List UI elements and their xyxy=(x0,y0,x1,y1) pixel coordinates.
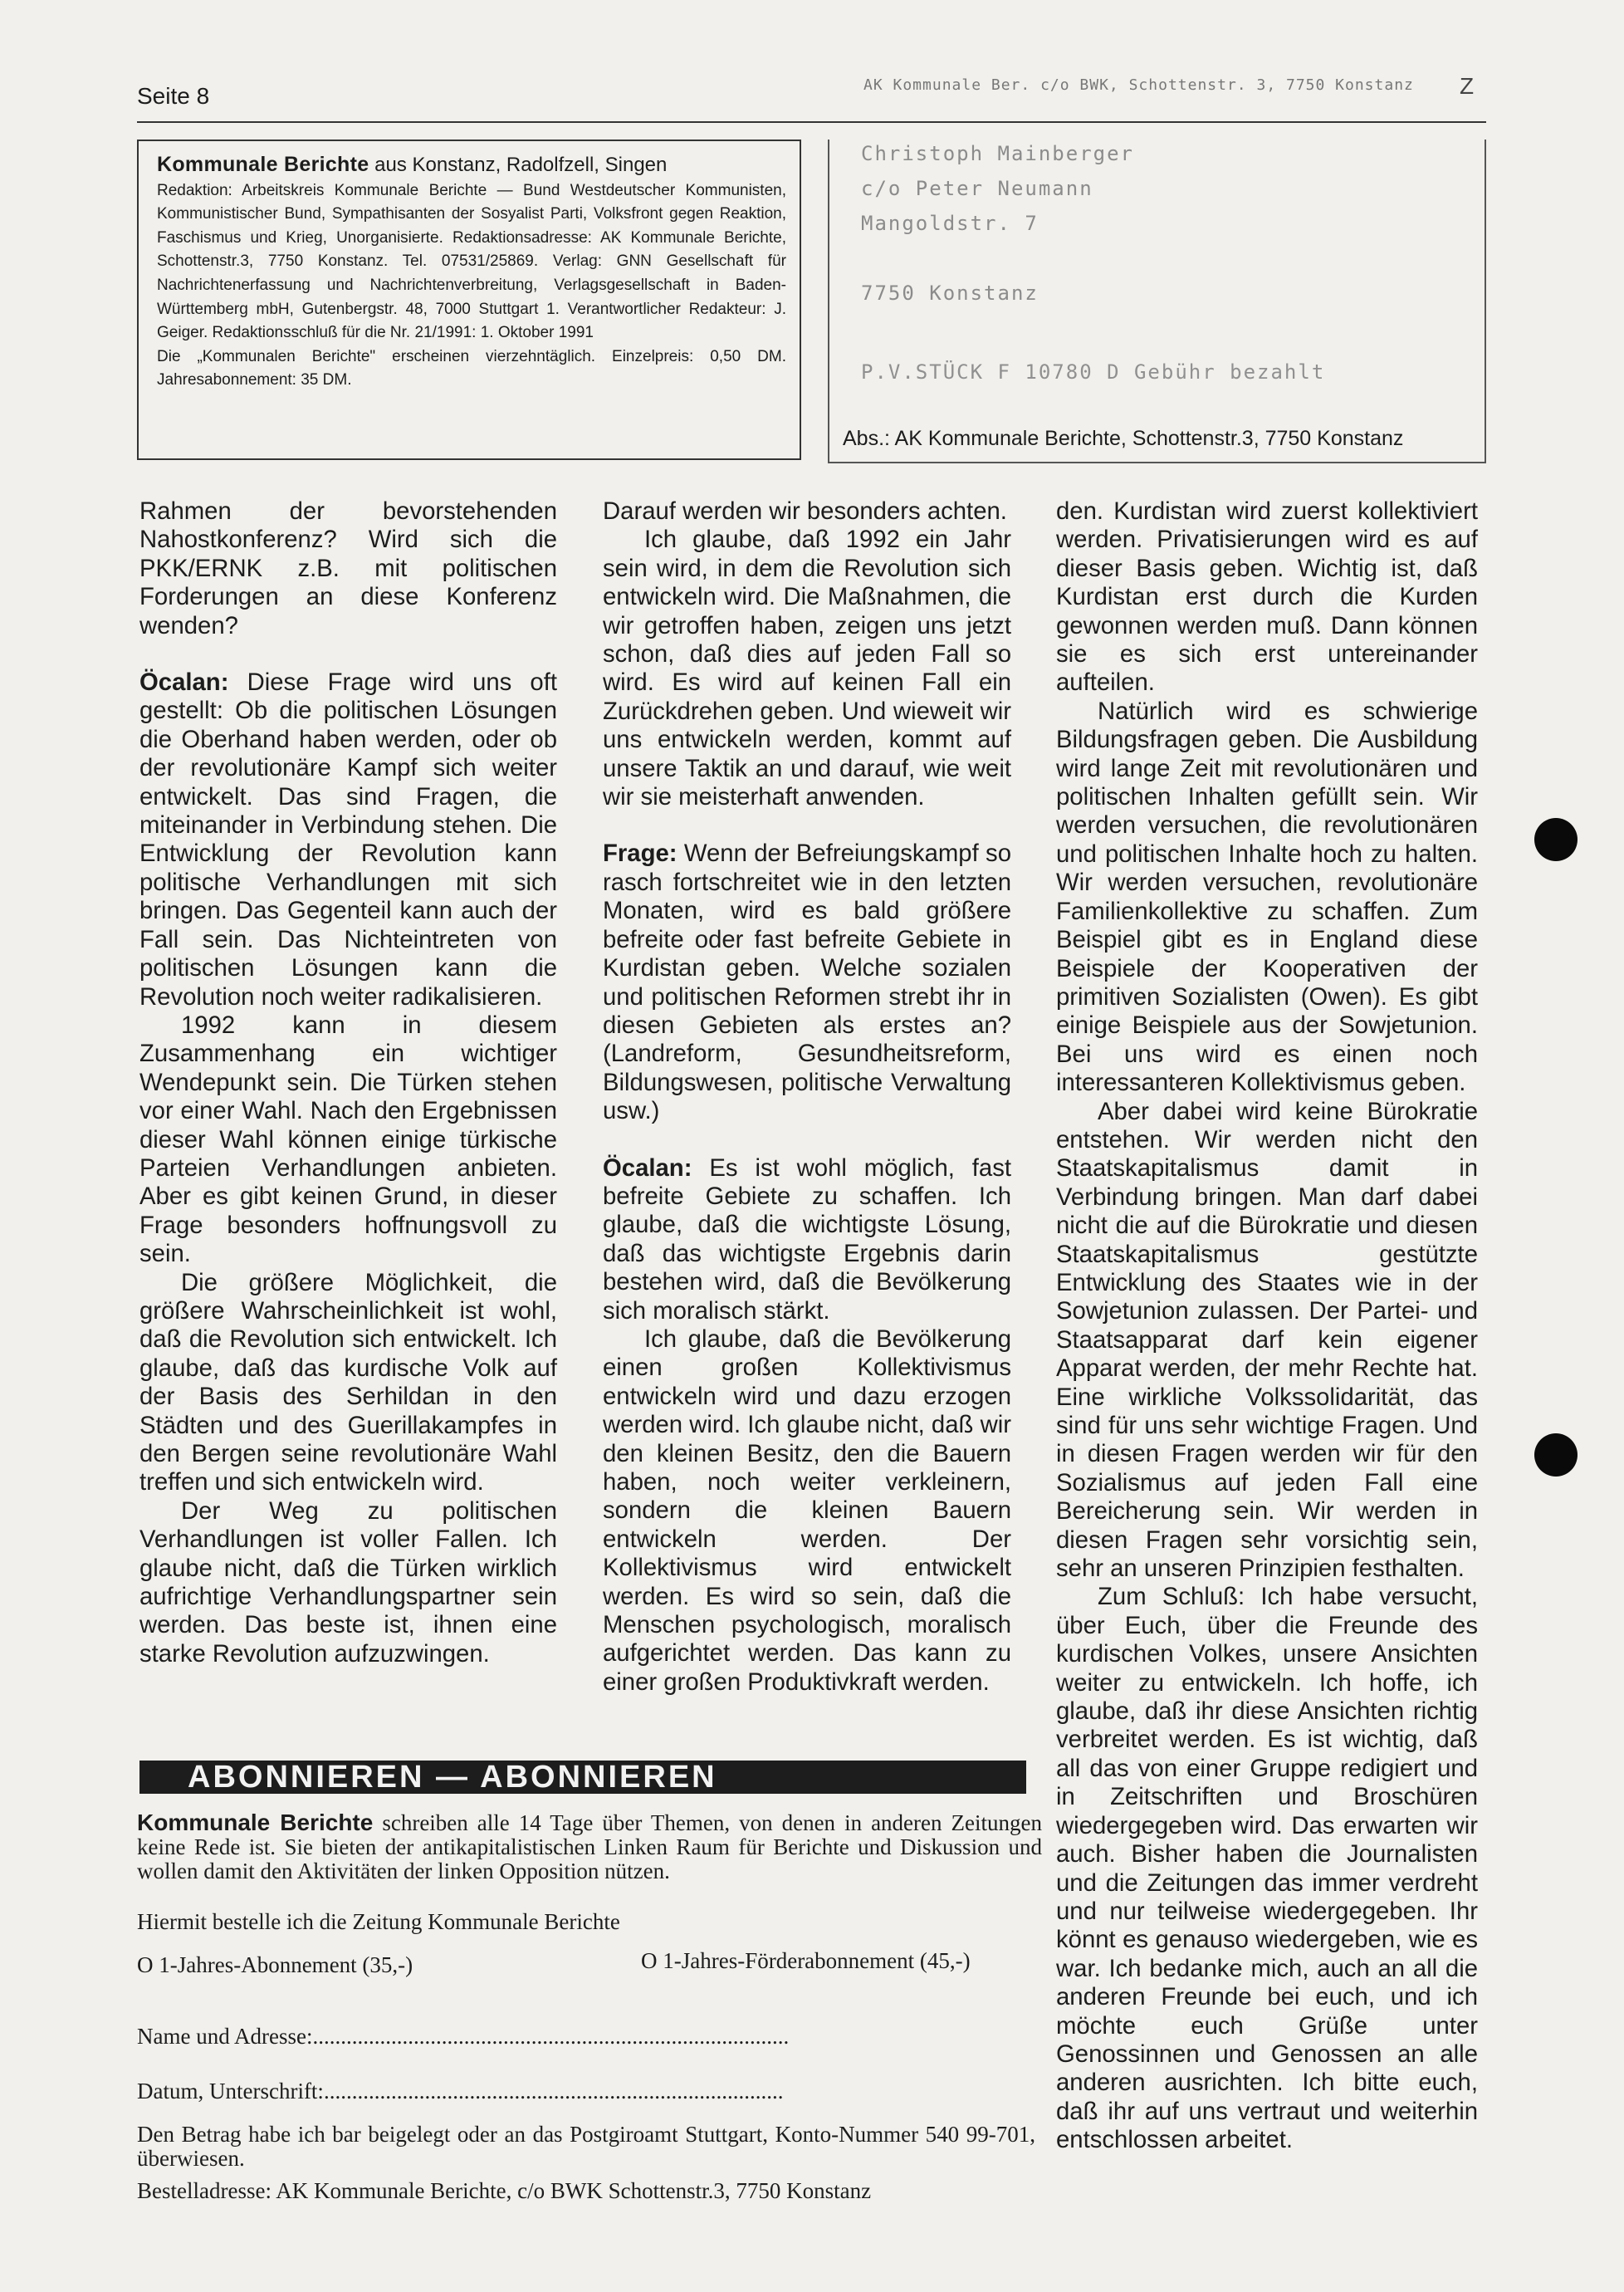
punch-hole xyxy=(1534,818,1578,861)
article-paragraph xyxy=(603,840,1011,1125)
article-paragraph xyxy=(603,526,1011,811)
paragraph-text: Zum Schluß: Ich habe versucht, über Euch, über die Freunde des kurdischen Volkes, unsere Ansichten weiter zu entwickeln. Ich hoffe, ich glaube, daß ihr diese Ansichten richtig verbreitet werden. Es ist wichtig, daß all das von einer Gruppe redigiert und in Zeitschriften und Broschüren wiedergegeben wird. Das erwarten wir auch. Bisher haben die Journalisten und die Zeitungen das immer verdreht und nur teilweise wiedergegeben. Ihr könnt es genauso wiedergeben, wie es war. Ich bedanke mich, auch an all die anderen Freunde bei euch, und ich möchte euch Grüße unter Genossinnen und Genossen an alle anderen ausrichten. Ich bitte euch, daß ihr auf uns vertraut und weiterhin entschlossen arbeitet. xyxy=(1056,1583,1478,2154)
header-rule xyxy=(137,121,1486,123)
impressum-text2: Die „Kommunalen Berichte" erscheinen vierzehntäglich. Einzelpreis: 0,50 DM. Jahresabonnement: 35 DM. xyxy=(157,347,786,389)
subscription-order: Hiermit bestelle ich die Zeitung Kommunale Berichte xyxy=(137,1909,620,1934)
paragraph-text: Ich glaube, daß 1992 ein Jahr sein wird, in dem die Revolution sich entwickeln wird. Die Maßnahmen, die wir getroffen haben, zeigen uns jetzt schon, daß dies auf jeden Fall so wird. Es wird auf keinen Fall ein Zurückdrehen geben. Und wieweit wir uns entwickeln werden, kommt auf unsere Taktik an und darauf, wie weit wir sie meisterhaft anwenden. xyxy=(603,526,1011,811)
paragraph-text: Der Weg zu politischen Verhandlungen ist voller Fallen. Ich glaube nicht, daß die Türken wirklich aufrichtige Verhandlungspartner sein werden. Das beste ist, ihnen eine starke Revolution aufzuzwingen. xyxy=(139,1496,557,1668)
paragraph-text: Ich glaube, daß die Bevölkerung einen großen Kollektivismus entwickeln wird und dazu erzogen werden wird. Ich glaube nicht, daß wir den kleinen Besitz, den die Bauern haben, noch weiter verkleinern, sondern die kleinen Bauern entwickeln werden. Der Kollektivismus wird entwickelt werden. Es wird so sein, daß die Menschen psychologisch, moralisch aufgerichtet werden. Das kann zu einer großen Produktivkraft werden. xyxy=(603,1325,1011,1696)
article-column-3 xyxy=(1056,497,1478,2155)
recipient-line: Christoph Mainberger xyxy=(861,142,1134,165)
paragraph-text: Darauf werden wir besonders achten. xyxy=(603,497,1007,525)
subscription-intro-text: schreiben alle 14 Tage über Themen, von denen in anderen Zeitungen keine Rede ist. Sie bieten der antikapitalistischen Linken Raum für Berichte und Diskussion und wollen damit den Aktivitäten der linken Opposition nützen. xyxy=(137,1810,1042,1883)
recipient-line: 7750 Konstanz xyxy=(861,282,1039,305)
paragraph-text: Die größere Möglichkeit, die größere Wahrscheinlichkeit ist wohl, daß die Revolution sich entwickelt. Ich glaube, daß das kurdische Volk auf der Basis des Serhildan in den Städten und des Guerillakampfes in den Bergen seine revolutionäre Wahl treffen und sich entwickeln wird. xyxy=(139,1268,557,1496)
impressum-title: Kommunale Berichte xyxy=(157,153,369,176)
subscription-option-2[interactable]: O 1-Jahres-Förderabonnement (45,-) xyxy=(641,1948,971,1973)
page-number: Seite 8 xyxy=(137,83,210,109)
payment-note: Den Betrag habe ich bar beigelegt oder an das Postgiroamt Stuttgart, Konto-Nummer 540 99-701, überwiesen. xyxy=(137,2122,1035,2171)
order-address: Bestelladresse: AK Kommunale Berichte, c/o BWK Schottenstr.3, 7750 Konstanz xyxy=(137,2178,872,2203)
subscription-intro xyxy=(137,1810,1042,1883)
paragraph-text: 1992 kann in diesem Zusammenhang ein wichtiger Wendepunkt sein. Die Türken stehen vor einer Wahl. Nach den Ergebnissen dieser Wahl können einige türkische Parteien Verhandlungen anbieten. Aber es gibt keinen Grund, in dieser Frage besonders hoffnungsvoll zu sein. xyxy=(139,1011,557,1268)
recipient-line: Mangoldstr. 7 xyxy=(861,212,1039,235)
name-address-field[interactable]: Name und Adresse:..................................................................................... xyxy=(137,2025,790,2049)
paragraph-text: Rahmen der bevorstehenden Nahostkonferenz? Wird sich die PKK/ERNK z.B. mit politischen Forderungen an diese Konferenz wenden? xyxy=(139,497,557,639)
postal-mark: P.V.STÜCK F 10780 D Gebühr bezahlt xyxy=(861,360,1326,384)
paragraph-gap xyxy=(603,1126,1011,1154)
impressum-title-rest: aus Konstanz, Radolfzell, Singen xyxy=(369,154,668,176)
date-signature-field[interactable]: Datum, Unterschrift:.................................................................................. xyxy=(137,2079,784,2103)
article-column-1 xyxy=(139,497,557,1668)
mailing-sender-line: AK Kommunale Ber. c/o BWK, Schottenstr. 3, 7750 Konstanz xyxy=(863,76,1414,94)
recipient-line xyxy=(861,241,1134,276)
impressum-text: Redaktion: Arbeitskreis Kommunale Berichte — Bund Westdeutscher Kommunisten, Kommunistischer Bund, Sympathisanten der Sosyalist Parti, Volksfront gegen Reaktion, Faschismus und Krieg, Unorganisierte. Redaktionsadresse: AK Kommunale Berichte, Schottenstr.3, 7750 Konstanz. Tel. 07531/25869. Verlag: GNN Gesellschaft für Nachrichtenerfassung und Nachrichtenverbreitung, Verlagsgesellschaft in Baden-Württemberg mbH, Gutenbergstr. 48, 7000 Stuttgart 1. Verantwortlicher Redakteur: J. Geiger. Redaktionsschluß für die Nr. 21/1991: 1. Oktober 1991 xyxy=(157,181,786,342)
paragraph-text: den. Kurdistan wird zuerst kollektiviert werden. Privatisierungen wird es auf dieser Basis geben. Wichtig ist, daß Kurdistan erst durch die Kurden gewonnen werden muß. Dann können sie es sich erst untereinander aufteilen. xyxy=(1056,497,1478,697)
article-paragraph xyxy=(1056,1098,1478,1584)
subscription-option-1[interactable]: O 1-Jahres-Abonnement (35,-) xyxy=(137,1952,413,1977)
article-paragraph xyxy=(139,1269,557,1497)
article-paragraph xyxy=(603,497,1011,526)
article-paragraph xyxy=(139,1497,557,1668)
paragraph-text: Wenn der Befreiungskampf so rasch fortschreitet wie in den letzten Monaten, wird es bald größere befreite oder fast befreite Gebiete in Kurdistan geben. Welche sozialen und politischen Reformen strebt ihr in diesen Gebieten als erstes an? (Landreform, Gesundheitsreform, Bildungswesen, politische Verwaltung usw.) xyxy=(603,840,1011,1125)
article-column-2 xyxy=(603,497,1011,1697)
article-paragraph xyxy=(1056,1583,1478,2154)
paragraph-text: Natürlich wird es schwierige Bildungsfragen geben. Die Ausbildung wird lange Zeit mit revolutionären und politischen Inhalten gefüllt sein. Wir werden versuchen, die revolutionären und politischen Inhalte hoch zu halten. Wir werden versuchen, revolutionäre Familienkollektive zu schaffen. Zum Beispiel gibt es in England diese Beispiele der Kooperativen der primitiven Sozialisten (Owen). Es gibt einige Beispiele aus der Sowjetunion. Bei uns wird es einen noch interessanteren Kollektivismus geben. xyxy=(1056,697,1478,1097)
article-paragraph xyxy=(1056,497,1478,698)
recipient-address xyxy=(861,136,1134,311)
subscription-brand: Kommunale Berichte xyxy=(137,1810,374,1835)
mailing-mark: Z xyxy=(1460,73,1475,99)
article-paragraph xyxy=(603,1325,1011,1697)
speaker-label: Frage: xyxy=(603,840,677,868)
paragraph-text: Diese Frage wird uns oft gestellt: Ob die politischen Lösungen die Oberhand haben werden, oder ob der revolutionäre Kampf sich weiter entwickelt. Das sind Fragen, die miteinander in Verbindung stehen. Die Entwicklung der Revolution kann politische Verhandlungen mit sich bringen. Das Gegenteil kann auch der Fall sein. Das Nichteintreten von politischen Lösungen kann die Revolution noch weiter radikalisieren. xyxy=(139,668,557,1011)
paragraph-gap xyxy=(603,811,1011,840)
subscription-banner: ABONNIEREN — ABONNIEREN xyxy=(139,1761,1026,1794)
article-paragraph xyxy=(139,668,557,1011)
speaker-label: Öcalan: xyxy=(603,1153,692,1182)
article-paragraph xyxy=(603,1154,1011,1325)
article-paragraph xyxy=(1056,698,1478,1098)
recipient-line: c/o Peter Neumann xyxy=(861,177,1093,200)
paragraph-text: Es ist wohl möglich, fast befreite Gebiete zu schaffen. Ich glaube, daß die wichtigste Lösung, daß das wichtigste Ergebnis darin bestehen wird, daß die Bevölkerung sich moralisch stärkt. xyxy=(603,1153,1011,1325)
impressum-box xyxy=(137,140,801,460)
paragraph-text: Aber dabei wird keine Bürokratie entstehen. Wir werden nicht den Staatskapitalismus damit in Verbindung bringen. Man darf dabei nicht die auf die Bürokratie und diesen Staatskapitalismus gestützte Entwicklung des Staates wie in der Sowjetunion zulassen. Der Partei- und Staatsapparat darf kein eigener Apparat werden, der mehr Rechte hat. Eine wirkliche Volkssolidarität, das sind für uns sehr wichtige Fragen. Und in diesen Fragen werden wir für den Sozialismus auf jeden Fall eine Bereicherung sein. Wir werden in diesen Fragen sehr vorsichtig sein, sehr an unseren Prinzipien festhalten. xyxy=(1056,1097,1478,1583)
speaker-label: Öcalan: xyxy=(139,668,229,697)
article-paragraph xyxy=(139,497,557,640)
punch-hole xyxy=(1534,1433,1578,1477)
article-paragraph xyxy=(139,1011,557,1269)
sender-address: Abs.: AK Kommunale Berichte, Schottenstr.3, 7750 Konstanz xyxy=(843,427,1404,450)
paragraph-gap xyxy=(139,640,557,668)
